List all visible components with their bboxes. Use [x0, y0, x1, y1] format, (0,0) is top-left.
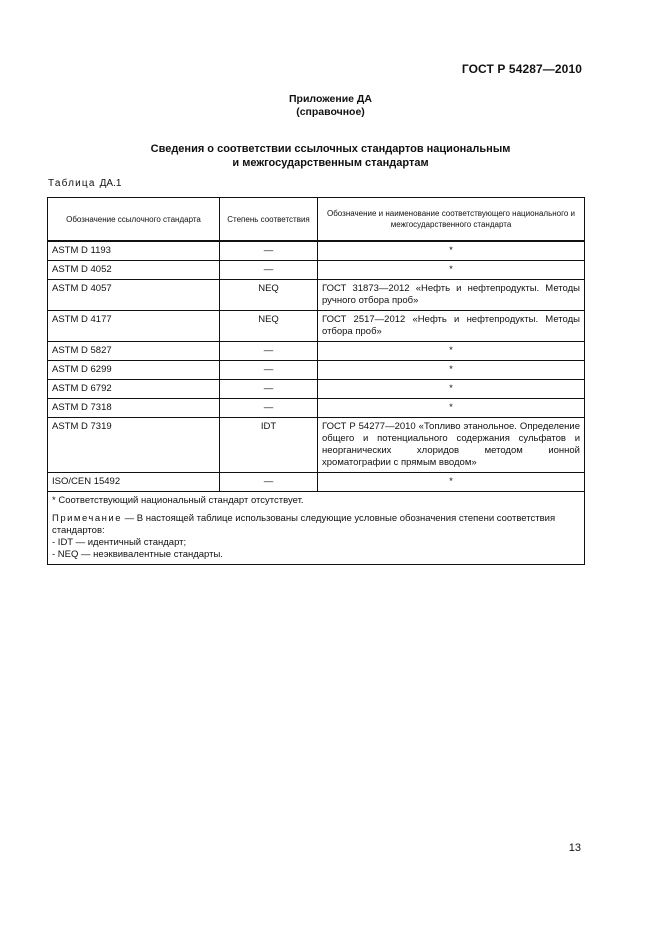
section-title: [0, 142, 661, 170]
table-row: [48, 399, 585, 418]
cell-degree: NEQ: [220, 311, 318, 342]
note-label: Примечание: [52, 513, 122, 524]
table-caption-number: ДА.1: [99, 178, 122, 189]
table-row: [48, 418, 585, 473]
cell-desc: ГОСТ 31873—2012 «Нефть и нефтепродукты. Методы ручного отбора проб»: [318, 280, 585, 311]
table-row: [48, 261, 585, 280]
cell-desc: *: [318, 342, 585, 361]
cell-code: ASTM D 7318: [48, 399, 220, 418]
table-row: [48, 311, 585, 342]
cell-degree: —: [220, 261, 318, 280]
cell-degree: —: [220, 380, 318, 399]
annex-heading: [0, 93, 661, 119]
cell-code: ASTM D 6299: [48, 361, 220, 380]
cell-code: ASTM D 5827: [48, 342, 220, 361]
cell-code: ASTM D 7319: [48, 418, 220, 473]
cell-desc: ГОСТ Р 54277—2010 «Топливо этанольное. Определение общего и потенциального содержания сульфатов и неорганических хлоридов методом ионной хроматографии с прямым вводом»: [318, 418, 585, 473]
cell-code: ISO/CEN 15492: [48, 473, 220, 492]
table-row: [48, 280, 585, 311]
cell-desc: *: [318, 241, 585, 261]
table-row: [48, 342, 585, 361]
table-row: [48, 380, 585, 399]
cell-code: ASTM D 4052: [48, 261, 220, 280]
note-dash: —: [122, 513, 137, 524]
cell-degree: NEQ: [220, 280, 318, 311]
note-item-idt: - IDT — идентичный стандарт;: [52, 537, 187, 548]
standards-table: [47, 197, 585, 565]
table-note: [52, 513, 580, 537]
table-footer: [48, 492, 585, 565]
cell-desc: ГОСТ 2517—2012 «Нефть и нефтепродукты. Методы отбора проб»: [318, 311, 585, 342]
table-caption-word: Таблица: [48, 178, 96, 189]
table-footer-row: [48, 492, 585, 565]
section-title-line-2: и межгосударственным стандартам: [232, 157, 429, 169]
cell-desc: *: [318, 380, 585, 399]
cell-degree: —: [220, 473, 318, 492]
cell-code: ASTM D 6792: [48, 380, 220, 399]
page-number: 13: [568, 842, 581, 854]
cell-desc: *: [318, 261, 585, 280]
header-degree: Степень соответствия: [220, 198, 318, 242]
document-code: ГОСТ Р 54287—2010: [461, 62, 582, 76]
cell-desc: *: [318, 399, 585, 418]
table-header-row: [48, 198, 585, 242]
table-row: [48, 361, 585, 380]
cell-code: ASTM D 1193: [48, 241, 220, 261]
header-national-standard: Обозначение и наименование соответствующего национального и межгосударственного стандарта: [318, 198, 585, 242]
footnote: * Соответствующий национальный стандарт отсутствует.: [52, 495, 304, 506]
cell-desc: *: [318, 473, 585, 492]
header-reference-code: Обозначение ссылочного стандарта: [48, 198, 220, 242]
cell-code: ASTM D 4177: [48, 311, 220, 342]
annex-title: Приложение ДА: [289, 93, 372, 105]
section-title-line-1: Сведения о соответствии ссылочных стандартов национальным: [150, 143, 511, 155]
table-caption: [48, 178, 121, 189]
cell-degree: —: [220, 241, 318, 261]
cell-code: ASTM D 4057: [48, 280, 220, 311]
cell-desc: *: [318, 361, 585, 380]
cell-degree: —: [220, 342, 318, 361]
table-row: [48, 241, 585, 261]
note-item-neq: - NEQ — неэквивалентные стандарты.: [52, 549, 223, 560]
cell-degree: IDT: [220, 418, 318, 473]
note-text: В настоящей таблице использованы следующие условные обозначения степени соответствия стандартов:: [52, 513, 556, 536]
annex-subtitle: (справочное): [296, 106, 365, 118]
cell-degree: —: [220, 361, 318, 380]
cell-degree: —: [220, 399, 318, 418]
table-row: [48, 473, 585, 492]
